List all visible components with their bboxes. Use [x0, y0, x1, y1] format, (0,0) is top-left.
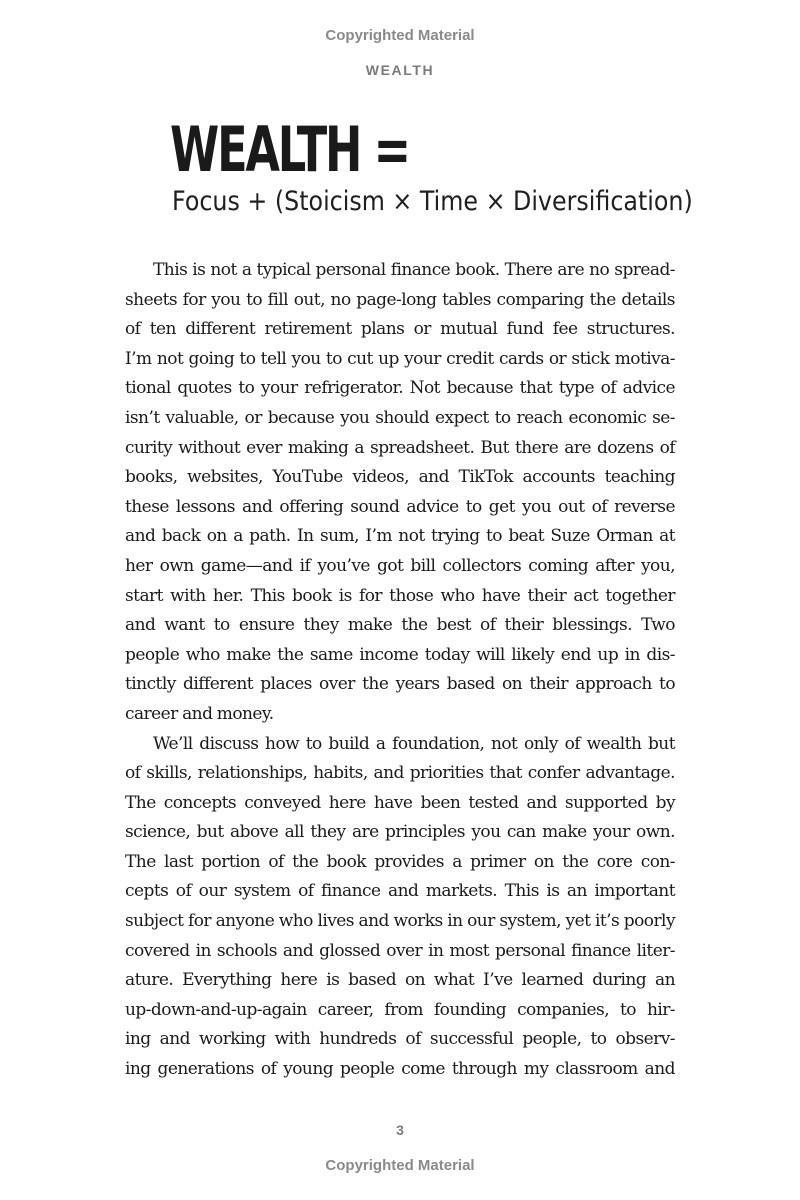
text-line: sheets for you to fill out, no page-long tables comparing the details — [125, 289, 675, 310]
text-line: and back on a path. In sum, I’m not trying to beat Suze Orman at — [125, 526, 675, 547]
text-line: tional quotes to your refrigerator. Not because that type of advice — [125, 378, 675, 399]
text-line: curity without ever making a spreadsheet. But there are dozens of — [125, 437, 675, 458]
text-line: up-down-and-up-again career, from founding companies, to hir- — [125, 999, 675, 1020]
text-line: and want to ensure they make the best of their blessings. Two — [125, 615, 675, 636]
text-line: covered in schools and glossed over in most personal finance liter- — [125, 940, 675, 961]
page-number: 3 — [396, 1122, 404, 1138]
text-line: books, websites, YouTube videos, and TikTok accounts teaching — [125, 467, 675, 488]
chapter-title: WEALTH = — [170, 113, 409, 186]
copyright-watermark-top: Copyrighted Material — [325, 27, 475, 44]
text-line: isn’t valuable, or because you should expect to reach economic se- — [125, 407, 675, 428]
text-line: tinctly different places over the years based on their approach to — [125, 674, 675, 695]
text-line: her own game—and if you’ve got bill collectors coming after you, — [125, 555, 675, 576]
running-head: WEALTH — [365, 62, 435, 78]
text-line: This is not a typical personal finance book. There are no spread- — [153, 260, 675, 280]
text-line: career and money. — [125, 703, 274, 724]
text-line: ing generations of young people come through my classroom and — [125, 1059, 675, 1080]
text-line: cepts of our system of finance and markets. This is an important — [125, 881, 675, 902]
text-line: science, but above all they are principles you can make your own. — [125, 822, 675, 843]
text-line: ing and working with hundreds of successful people, to observ- — [125, 1029, 675, 1050]
paragraph-2 — [125, 730, 675, 1085]
text-line: people who make the same income today will likely end up in dis- — [125, 644, 675, 665]
paragraph-1 — [125, 256, 675, 730]
text-line: of ten different retirement plans or mutual fund fee structures. — [125, 319, 675, 340]
text-line: start with her. This book is for those who have their act together — [125, 585, 675, 606]
text-line: I’m not going to tell you to cut up your credit cards or stick motiva- — [125, 348, 675, 369]
text-line: of skills, relationships, habits, and priorities that confer advantage. — [125, 763, 675, 784]
chapter-subtitle: Focus + (Stoicism × Time × Diversification) — [172, 186, 693, 217]
text-line: The concepts conveyed here have been tested and supported by — [125, 792, 675, 813]
text-line: ature. Everything here is based on what I’ve learned during an — [125, 970, 675, 991]
copyright-watermark-bottom: Copyrighted Material — [325, 1157, 475, 1174]
text-line: subject for anyone who lives and works in our system, yet it’s poorly — [125, 911, 675, 932]
text-line: these lessons and offering sound advice to get you out of reverse — [125, 496, 675, 517]
body-text — [125, 256, 675, 1085]
text-line: The last portion of the book provides a primer on the core con- — [125, 851, 675, 872]
text-line: We’ll discuss how to build a foundation, not only of wealth but — [153, 733, 675, 754]
